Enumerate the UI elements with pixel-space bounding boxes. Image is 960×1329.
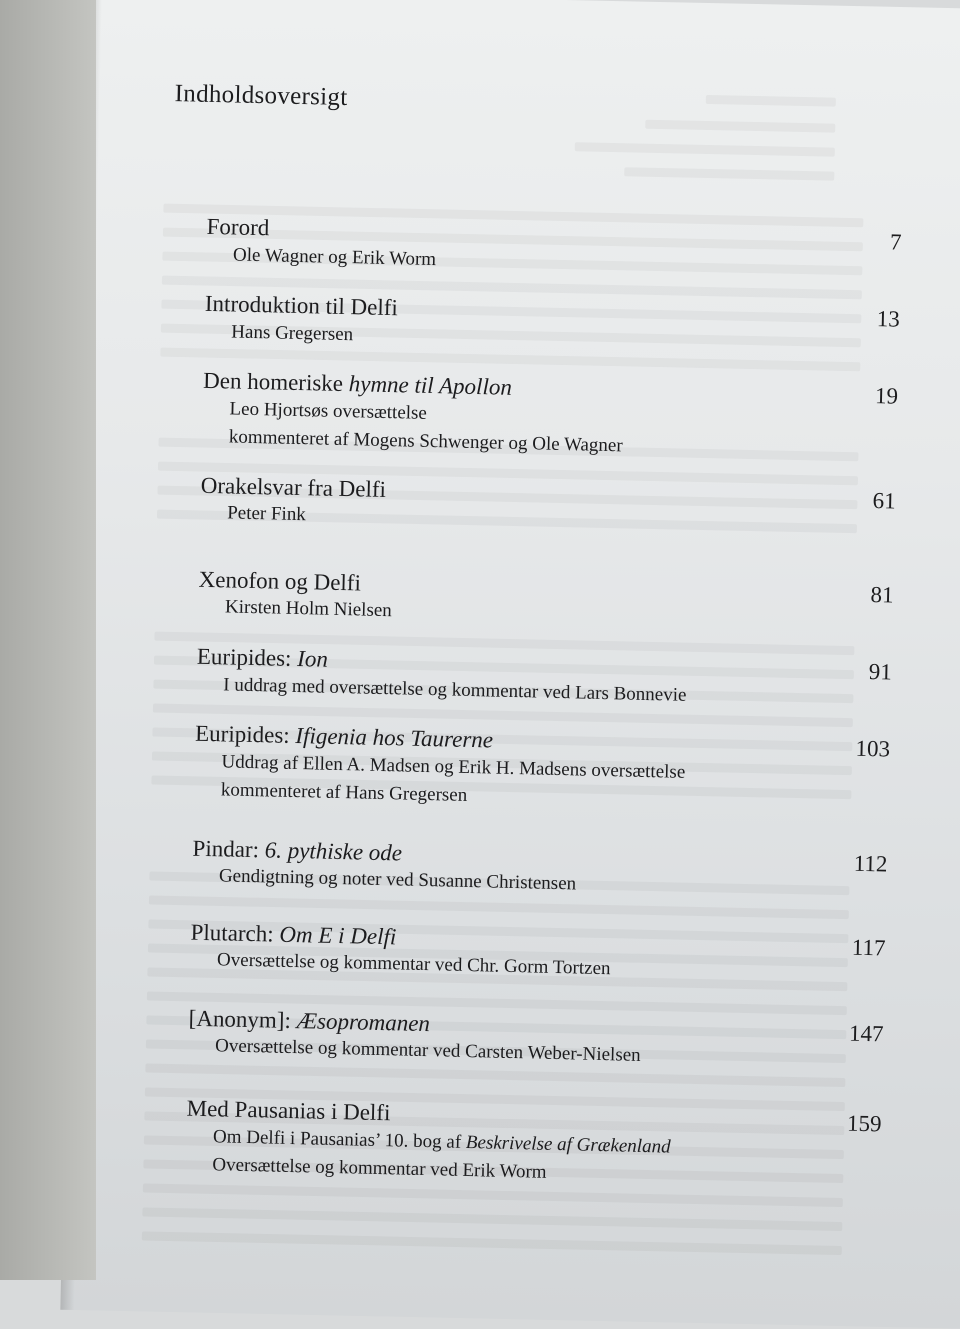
entry-page-number: 117 (851, 934, 886, 961)
toc-entry-homeriske-hymne (162, 366, 899, 467)
entry-translator: Leo Hjortsøs oversættelse (229, 398, 428, 424)
entry-author: Gendigtning og noter ved Susanne Christensen (218, 865, 577, 895)
entry-title: Orakelsvar fra Delfi (200, 472, 387, 502)
entry-sub-italic: Beskrivelse af Grækenland (465, 1131, 671, 1158)
entry-title-prefix: Plutarch: (190, 919, 280, 947)
toc-entry-orakelsvar (160, 471, 896, 544)
entry-author: Oversættelse og kommentar ved Erik Worm (212, 1154, 547, 1183)
entry-title: Introduktion til Delfi (204, 290, 399, 321)
entry-author: Ole Wagner og Erik Worm (232, 244, 437, 270)
entry-title-prefix: Den homeriske (202, 368, 350, 397)
entry-title-italic: Om E i Delfi (279, 921, 397, 950)
entry-page-number: 159 (846, 1110, 882, 1137)
entry-author: I uddrag med oversættelse og kommentar ved Lars Bonnevie (223, 673, 687, 706)
entry-page-number: 13 (876, 306, 901, 332)
entry-title-prefix: Euripides: (194, 720, 296, 749)
facing-page-edge (0, 0, 96, 1280)
toc-entry-xenofon (158, 565, 894, 638)
entry-author: Hans Gregersen (231, 321, 354, 345)
toc-entry-euripides-ion (156, 642, 892, 715)
entry-title-italic: Ion (296, 646, 329, 672)
entry-title-prefix: [Anonym]: (188, 1005, 297, 1033)
toc-entry-pausanias (145, 1094, 882, 1195)
entry-author: Oversættelse og kommentar ved Chr. Gorm Tortzen (216, 949, 611, 980)
entry-title-italic: Ifigenia hos Taurerne (295, 723, 494, 753)
entry-commentary: kommenteret af Hans Gregersen (220, 779, 468, 807)
table-of-contents (145, 80, 905, 1195)
toc-heading: Indholdsoversigt (174, 80, 348, 112)
entry-author: Kirsten Holm Nielsen (224, 596, 393, 622)
entry-title: Xenofon og Delfi (198, 566, 362, 596)
toc-entry-pindar (152, 833, 888, 906)
entry-page-number: 91 (868, 658, 893, 685)
toc-entry-forord (166, 212, 902, 285)
entry-sub-prefix: Om Delfi i Pausanias’ 10. bog af (212, 1125, 467, 1153)
entry-page-number: 7 (889, 229, 902, 255)
entry-page-number: 112 (853, 850, 888, 877)
entry-title: Med Pausanias i Delfi (186, 1095, 391, 1126)
toc-entry-euripides-ifigenia (154, 719, 891, 820)
entry-page-number: 19 (874, 383, 899, 409)
entry-page-number: 81 (870, 581, 894, 608)
entry-author: Oversættelse og kommentar ved Carsten Weber-Nielsen (214, 1035, 641, 1067)
toc-entry-introduktion (164, 289, 900, 362)
toc-entry-aesopromanen (148, 1004, 884, 1077)
entry-title-italic: 6. pythiske ode (264, 837, 403, 866)
entry-title-italic: Æsopromanen (296, 1007, 431, 1036)
toc-entry-plutarch (150, 918, 886, 991)
entry-page-number: 103 (855, 735, 891, 762)
entry-translator: Uddrag af Ellen A. Madsen og Erik H. Madsens oversættelse (221, 751, 686, 783)
entry-page-number: 147 (848, 1020, 884, 1047)
entry-commentary: kommenteret af Mogens Schwenger og Ole Wagner (228, 426, 623, 457)
entry-page-number: 61 (872, 487, 896, 514)
entry-author: Peter Fink (226, 502, 307, 526)
entry-title-italic: hymne til Apollon (348, 371, 513, 401)
entry-title-prefix: Euripides: (196, 643, 298, 672)
entry-title: Forord (206, 213, 270, 241)
entry-title-prefix: Pindar: (192, 835, 266, 863)
